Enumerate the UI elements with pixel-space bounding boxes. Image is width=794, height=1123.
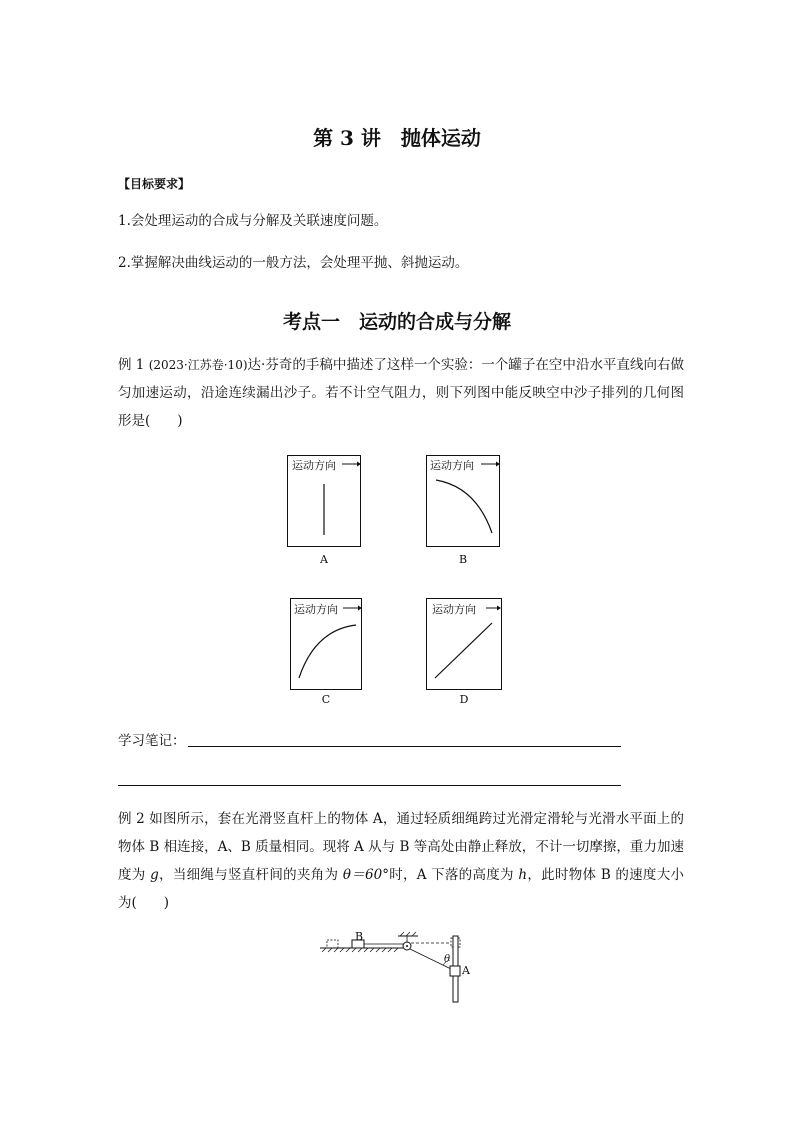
example1-label: 例 1 — [118, 357, 145, 373]
option-c-caption: 运动方向 — [294, 603, 338, 616]
notes-line-2[interactable] — [118, 785, 621, 786]
page-title: 第 3 讲 抛体运动 — [313, 126, 481, 150]
example1-text: 达·芬奇的手稿中描述了这样一个实验：一个罐子在空中沿水平直线向右做匀加速运动，沿途连续漏出沙子。若不计空气阻力，则下列图中能反映空中沙子排列的几何图形是( ) — [118, 357, 684, 429]
symbol-h: h — [518, 867, 528, 883]
example2-text-2: ，当细绳与竖直杆间的夹角为 — [158, 867, 343, 883]
section-title: 考点一 运动的合成与分解 — [282, 311, 511, 333]
diagram-label-a: A — [462, 964, 470, 977]
example2-paragraph — [118, 805, 684, 917]
option-d-caption: 运动方向 — [432, 603, 476, 616]
goal-item-2: 2.掌握解决曲线运动的一般方法，会处理平抛、斜抛运动。 — [118, 255, 469, 271]
example1-paragraph — [118, 351, 684, 435]
goal-item-1: 1.会处理运动的合成与分解及关联速度问题。 — [118, 213, 388, 229]
option-c-label: C — [321, 693, 331, 706]
diagram-label-b: B — [355, 930, 364, 943]
option-b-label: B — [458, 553, 468, 566]
pulley-diagram — [318, 928, 478, 1004]
option-a-label: A — [320, 553, 328, 566]
example2-label: 例 2 — [118, 811, 145, 827]
example2-text-1: 如图所示，套在光滑竖直杆上的物体 A，通过轻质细绳跨过光滑定滑轮与光滑水平面上的物体 B 相连接，A、B 质量相同。现将 A 从与 B 等高处由静止释放，不计一切摩擦，重力加速度为 — [118, 811, 684, 883]
example2-text-4: ，此时物体 B 的速度大小为( ) — [118, 867, 684, 911]
notes-line-1[interactable] — [188, 746, 621, 747]
diagram-label-theta: θ — [444, 954, 451, 965]
example1-source: (2023·江苏卷·10) — [148, 358, 248, 372]
option-d-label: D — [459, 693, 469, 706]
example2-text-3: 时，A 下落的高度为 — [388, 867, 519, 883]
symbol-g: g — [150, 867, 159, 883]
notes-label: 学习笔记： — [118, 733, 186, 749]
goal-header: 【目标要求】 — [118, 177, 191, 191]
option-b-caption: 运动方向 — [430, 459, 474, 472]
option-a-caption: 运动方向 — [292, 459, 336, 472]
theta-equation: θ＝60° — [342, 867, 389, 883]
